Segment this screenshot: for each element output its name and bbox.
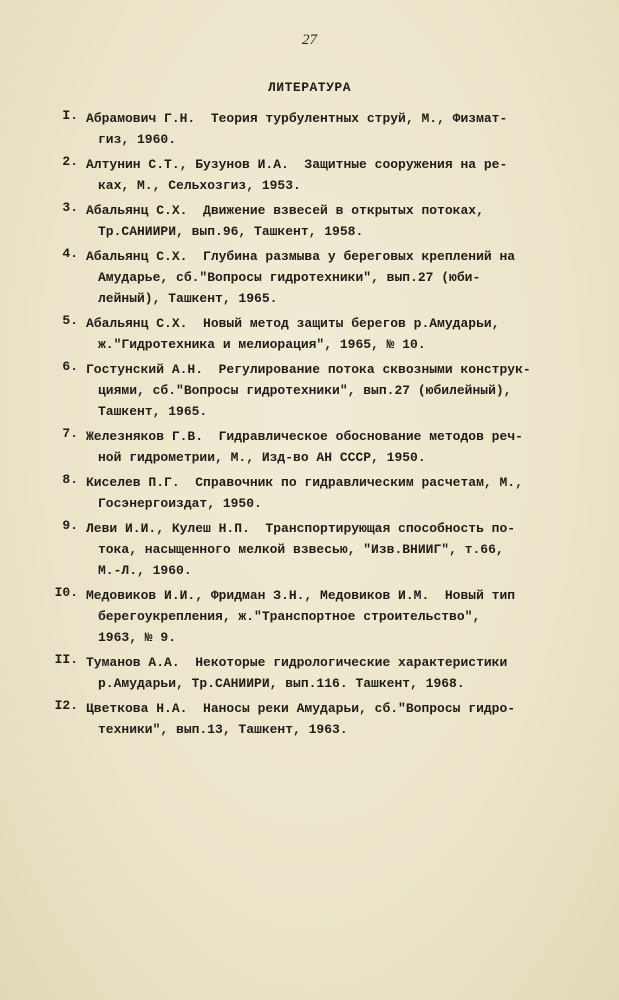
reference-line: лейный), Ташкент, 1965. xyxy=(98,291,278,306)
reference-line: Леви И.И., Кулеш Н.П. Транспортирующая способность по- xyxy=(86,521,516,536)
reference-line: 1963, № 9. xyxy=(98,630,177,645)
reference-line: циями, сб."Вопросы гидротехники", вып.27 (юбилейный), xyxy=(98,383,512,398)
reference-line: техники", вып.13, Ташкент, 1963. xyxy=(98,722,348,737)
page-number: 27 xyxy=(302,32,317,48)
reference-number: 7. xyxy=(62,426,78,441)
reference-number: 3. xyxy=(62,200,78,215)
reference-item xyxy=(0,698,619,740)
reference-item xyxy=(0,108,619,150)
reference-item xyxy=(0,313,619,355)
reference-number: II. xyxy=(54,652,78,667)
reference-line: Цветкова Н.А. Наносы реки Амударьи, сб."Вопросы гидро- xyxy=(86,701,516,716)
reference-line: Алтунин С.Т., Бузунов И.А. Защитные сооружения на ре- xyxy=(86,157,508,172)
reference-number: 8. xyxy=(62,472,78,487)
reference-list xyxy=(0,108,619,744)
reference-item xyxy=(0,200,619,242)
reference-line: М.-Л., 1960. xyxy=(98,563,192,578)
reference-line: Туманов А.А. Некоторые гидрологические характеристики xyxy=(86,655,508,670)
reference-item xyxy=(0,472,619,514)
reference-line: р.Амударьи, Тр.САНИИРИ, вып.116. Ташкент, 1968. xyxy=(98,676,465,691)
reference-line: тока, насыщенного мелкой взвесью, "Изв.ВНИИГ", т.66, xyxy=(98,542,504,557)
reference-item xyxy=(0,585,619,648)
reference-line: Госэнергоиздат, 1950. xyxy=(98,496,262,511)
reference-line: гиз, 1960. xyxy=(98,132,177,147)
reference-line: Абальянц С.Х. Движение взвесей в открытых потоках, xyxy=(86,203,484,218)
reference-number: 2. xyxy=(62,154,78,169)
reference-number: 4. xyxy=(62,246,78,261)
reference-line: Тр.САНИИРИ, вып.96, Ташкент, 1958. xyxy=(98,224,364,239)
reference-line: Абальянц С.Х. Глубина размыва у береговых креплений на xyxy=(86,249,516,264)
reference-number: I. xyxy=(62,108,78,123)
reference-line: Абрамович Г.Н. Теория турбулентных струй, М., Физмат- xyxy=(86,111,508,126)
reference-line: Абальянц С.Х. Новый метод защиты берегов р.Амударьи, xyxy=(86,316,500,331)
reference-number: 6. xyxy=(62,359,78,374)
reference-line: ках, М., Сельхозгиз, 1953. xyxy=(98,178,301,193)
page-title: ЛИТЕРАТУРА xyxy=(267,80,351,95)
reference-line: Киселев П.Г. Справочник по гидравлическим расчетам, М., xyxy=(86,475,523,490)
reference-line: Железняков Г.В. Гидравлическое обоснование методов реч- xyxy=(86,429,523,444)
reference-item xyxy=(0,359,619,422)
reference-line: Ташкент, 1965. xyxy=(98,404,208,419)
reference-line: Медовиков И.И., Фридман З.Н., Медовиков И.М. Новый тип xyxy=(86,588,516,603)
reference-line: берегоукрепления, ж."Транспортное строительство", xyxy=(98,609,481,624)
reference-item xyxy=(0,246,619,309)
reference-line: ж."Гидротехника и мелиорация", 1965, № 10. xyxy=(98,337,426,352)
reference-item xyxy=(0,518,619,581)
reference-line: Гостунский А.Н. Регулирование потока сквозными конструк- xyxy=(86,362,531,377)
reference-number: I0. xyxy=(54,585,78,600)
reference-number: 5. xyxy=(62,313,78,328)
reference-line: Амударье, сб."Вопросы гидротехники", вып.27 (юби- xyxy=(98,270,481,285)
reference-item xyxy=(0,426,619,468)
reference-number: I2. xyxy=(54,698,78,713)
reference-line: ной гидрометрии, М., Изд-во АН СССР, 1950. xyxy=(98,450,426,465)
reference-number: 9. xyxy=(62,518,78,533)
reference-item xyxy=(0,652,619,694)
reference-item xyxy=(0,154,619,196)
